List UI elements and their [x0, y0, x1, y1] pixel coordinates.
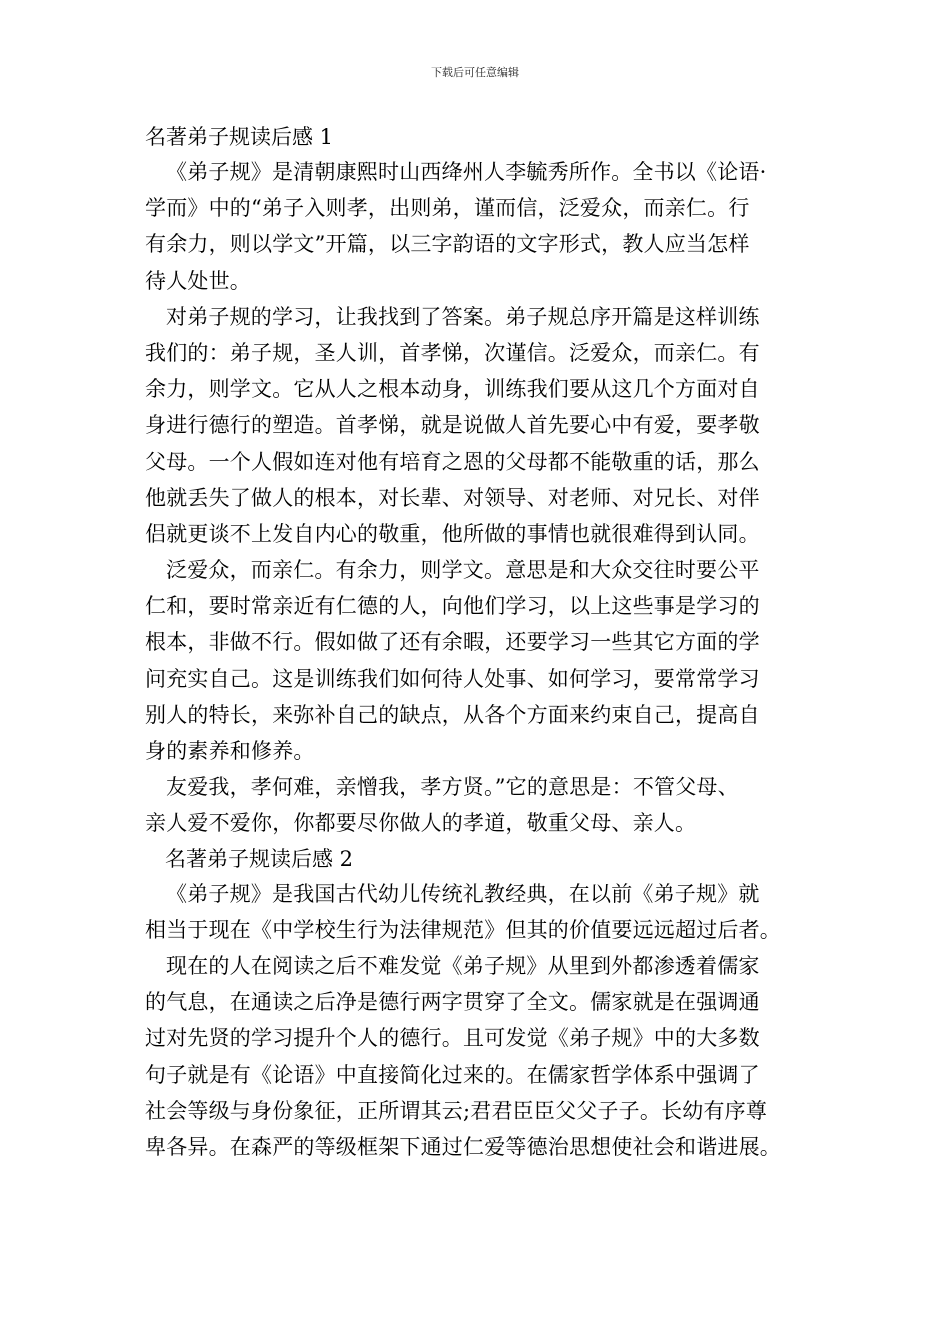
paragraph-line: 社会等级与身份象征，正所谓其云;君君臣臣父父子子。长幼有序尊 [145, 1098, 768, 1123]
paragraph-line: 相当于现在《中学校生行为法律规范》但其的价值要远远超过后者。 [145, 917, 781, 942]
paragraph-line: 仁和，要时常亲近有仁德的人，向他们学习，以上这些事是学习的 [145, 594, 760, 619]
paragraph-line: 友爱我，孝何难，亲憎我，孝方贤。”它的意思是：不管父母、 [166, 775, 739, 800]
paragraph-line: 学而》中的“弟子入则孝，出则弟，谨而信，泛爱众，而亲仁。行 [145, 196, 750, 221]
paragraph-line: 泛爱众，而亲仁。有余力，则学文。意思是和大众交往时要公平 [166, 558, 760, 583]
paragraph-line: 别人的特长，来弥补自己的缺点，从各个方面来约束自己，提高自 [145, 702, 760, 727]
paragraph-line: 我们的：弟子规，圣人训，首孝悌，次谨信。泛爱众，而亲仁。有 [145, 340, 760, 365]
paragraph-line: 侣就更谈不上发自内心的敬重，他所做的事情也就很难得到认同。 [145, 521, 760, 546]
paragraph-line: 身进行德行的塑造。首孝悌，就是说做人首先要心中有爱，要孝敬 [145, 413, 760, 438]
paragraph-line: 身的素养和修养。 [145, 739, 315, 763]
document-body [145, 120, 825, 1165]
paragraph-2 [145, 299, 825, 552]
paragraph-line: 对弟子规的学习，让我找到了答案。弟子规总序开篇是这样训练 [166, 304, 760, 329]
paragraph-5 [145, 876, 825, 948]
paragraph-line: 他就丢失了做人的根本，对长辈、对领导、对老师、对兄长、对伴 [145, 485, 760, 510]
paragraph-line: 待人处世。 [145, 268, 251, 293]
paragraph-line: 亲人爱不爱你，你都要尽你做人的孝道，敬重父母、亲人。 [145, 811, 697, 836]
paragraph-line: 卑各异。在森严的等级框架下通过仁爱等德治思想使社会和谐进展。 [145, 1134, 781, 1159]
header-note: 下载后可任意编辑 [431, 66, 519, 79]
section-heading-2: 名著弟子规读后感 2 [165, 846, 354, 871]
paragraph-line: 过对先贤的学习提升个人的德行。且可发觉《弟子规》中的大多数 [145, 1026, 760, 1051]
paragraph-3 [145, 552, 825, 769]
paragraph-line: 余力，则学文。它从人之根本动身，训练我们要从这几个方面对自 [145, 377, 760, 402]
paragraph-line: 问充实自己。这是训练我们如何待人处事、如何学习，要常常学习 [145, 666, 760, 691]
section-heading-1: 名著弟子规读后感 1 [145, 125, 334, 149]
paragraph-1 [145, 154, 825, 299]
paragraph-line: 《弟子规》是我国古代幼儿传统礼教经典，在以前《弟子规》就 [166, 881, 760, 906]
paragraph-line: 《弟子规》是清朝康熙时山西绛州人李毓秀所作。全书以《论语· [166, 160, 767, 184]
paragraph-line: 现在的人在阅读之后不难发觉《弟子规》从里到外都渗透着儒家 [166, 953, 760, 978]
paragraph-line: 句子就是有《论语》中直接简化过来的。在儒家哲学体系中强调了 [145, 1062, 760, 1087]
paragraph-line: 有余力，则以学文”开篇，以三字韵语的文字形式，教人应当怎样 [145, 232, 750, 257]
paragraph-line: 父母。一个人假如连对他有培育之恩的父母都不能敬重的话，那么 [145, 449, 760, 474]
paragraph-line: 根本，非做不行。假如做了还有余暇，还要学习一些其它方面的学 [145, 630, 760, 655]
paragraph-6 [145, 948, 825, 1165]
paragraph-4 [145, 769, 825, 841]
paragraph-line: 的气息，在通读之后净是德行两字贯穿了全文。儒家就是在强调通 [145, 990, 760, 1015]
